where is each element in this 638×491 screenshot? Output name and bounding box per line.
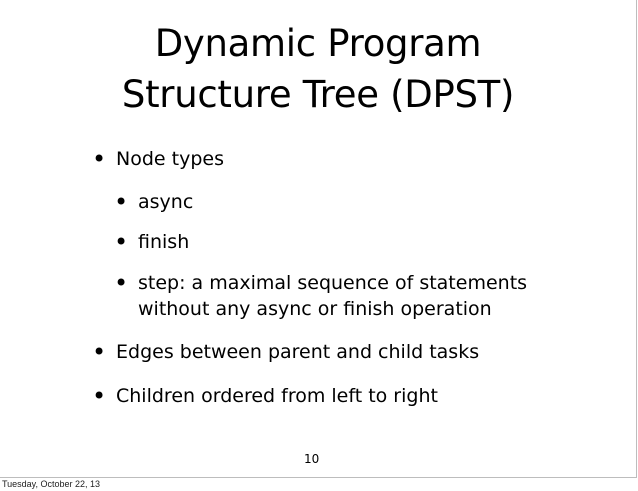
bullet-marker: • bbox=[92, 382, 107, 410]
bullet-edges bbox=[92, 339, 479, 365]
date-stamp: Tuesday, October 22, 13 bbox=[2, 479, 101, 489]
bullet-text: step: a maximal sequence of statements without any async or finish operation bbox=[138, 272, 528, 320]
bullet-marker: • bbox=[114, 188, 129, 216]
bullet-text: async bbox=[138, 191, 194, 213]
bullet-finish bbox=[114, 229, 189, 255]
bullet-async bbox=[114, 189, 193, 215]
slide-title-line-1: Dynamic Program bbox=[154, 22, 482, 65]
bullet-text: Edges between parent and child tasks bbox=[116, 341, 480, 363]
bullet-step bbox=[114, 270, 548, 322]
bullet-text: finish bbox=[138, 231, 190, 253]
bullet-children-order bbox=[92, 383, 438, 409]
bullet-marker: • bbox=[92, 145, 107, 173]
slide-title bbox=[0, 18, 636, 120]
slide-title-line-2: Structure Tree (DPST) bbox=[121, 73, 515, 116]
bullet-text: Children ordered from left to right bbox=[116, 385, 438, 407]
bullet-marker: • bbox=[114, 228, 129, 256]
bullet-marker: • bbox=[114, 269, 129, 297]
bullet-node-types bbox=[92, 146, 224, 172]
page-number: 10 bbox=[304, 452, 320, 466]
bullet-text: Node types bbox=[116, 148, 224, 170]
bullet-marker: • bbox=[92, 338, 107, 366]
